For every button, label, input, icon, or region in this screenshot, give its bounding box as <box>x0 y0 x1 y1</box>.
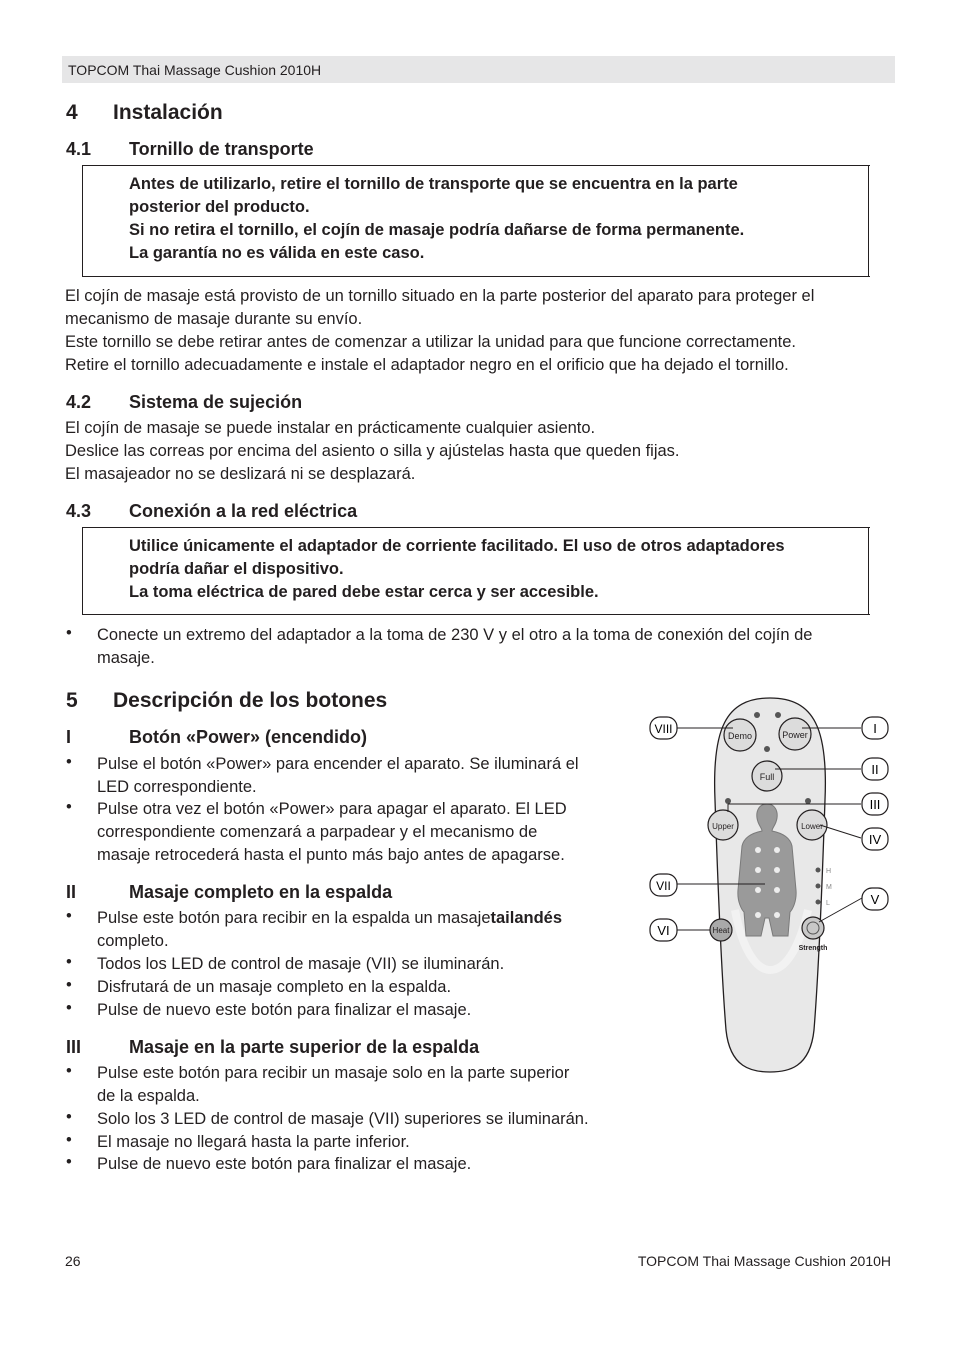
callout-vi <box>650 919 677 941</box>
section-4-title: Instalación <box>113 101 223 124</box>
subsection-ii-title: Masaje completo en la espalda <box>129 882 393 902</box>
bullet-line <box>97 907 562 930</box>
footer-title: TOPCOM Thai Massage Cushion 2010H <box>637 1253 891 1269</box>
power-button-label: Power <box>782 730 808 740</box>
callout-vii-label: VII <box>656 879 671 893</box>
bullet-mark: • <box>66 753 72 771</box>
bullet-text: Solo los 3 LED de control de masaje (VII) superiores se iluminarán. <box>97 1110 589 1128</box>
section-4-2-number: 4.2 <box>66 392 92 412</box>
warning-box-edge <box>868 165 869 277</box>
level-l-label: L <box>826 900 830 907</box>
warning-line: posterior del producto. <box>129 198 310 216</box>
callout-iii <box>862 793 888 815</box>
callout-v <box>862 888 888 910</box>
subsection-i-title: Botón «Power» (encendido) <box>129 727 368 747</box>
subsection-ii-number: II <box>66 882 77 902</box>
bullet-line-part: Pulse este botón para recibir en la espalda un masaje <box>97 909 491 927</box>
callout-iii-label: III <box>869 797 881 812</box>
full-button[interactable] <box>752 761 782 791</box>
bullet-text: Todos los LED de control de masaje (VII) se iluminarán. <box>97 955 505 973</box>
bullet-mark: • <box>66 1108 72 1126</box>
paragraph-line: Deslice las correas por encima del asiento o silla y ajústelas hasta que queden fijas. <box>65 442 680 460</box>
heat-button[interactable] <box>710 919 732 941</box>
section-4-3-title: Conexión a la red eléctrica <box>129 501 358 521</box>
level-m-label: M <box>826 884 832 891</box>
callout-ii <box>862 758 888 780</box>
bullet-mark: • <box>66 798 72 816</box>
footer-page-number: 26 <box>65 1253 81 1269</box>
strength-button-label: Strength <box>798 945 828 952</box>
subsection-iii-number: III <box>66 1037 82 1057</box>
callout-vii <box>650 874 677 896</box>
bullet-line: masaje retrocederá hasta el punto más bajo antes de apagarse. <box>97 846 565 864</box>
warning-line: La toma eléctrica de pared debe estar cerca y ser accesible. <box>129 583 599 601</box>
warning-text-power <box>129 535 785 604</box>
power-button[interactable] <box>779 718 811 750</box>
bullet-line: Pulse este botón para recibir un masaje solo en la parte superior <box>97 1064 570 1082</box>
bullet-text <box>97 798 567 867</box>
upper-button[interactable] <box>708 810 738 840</box>
callout-iv-label: IV <box>868 832 882 847</box>
bullet-line: masaje. <box>97 649 155 667</box>
section-4-3-number: 4.3 <box>66 501 92 521</box>
bullet-mark: • <box>66 953 72 971</box>
remote-control-illustration <box>640 690 900 1080</box>
section-4-2-body <box>65 417 680 486</box>
bullet-line: Pulse otra vez el botón «Power» para apagar el aparato. El LED <box>97 800 567 818</box>
section-5-title: Descripción de los botones <box>113 689 388 712</box>
paragraph-line: El cojín de masaje está provisto de un tornillo situado en la parte posterior del aparato para proteger el <box>65 287 815 305</box>
callout-iv <box>862 828 888 850</box>
warning-box-edge <box>868 527 869 615</box>
warning-line: Antes de utilizarlo, retire el tornillo de transporte que se encuentra en la parte <box>129 175 738 193</box>
bullet-mark: • <box>66 999 72 1017</box>
warning-line: Si no retira el tornillo, el cojín de masaje podría dañarse de forma permanente. <box>129 221 745 239</box>
bullet-mark: • <box>66 1153 72 1171</box>
upper-button-label: Upper <box>712 822 734 831</box>
bullet-line-bold-part: tailandés <box>490 909 563 927</box>
section-4-1-title: Tornillo de transporte <box>129 139 314 159</box>
bullet-text: Pulse de nuevo este botón para finalizar el masaje. <box>97 1001 472 1019</box>
paragraph-line: El masajeador no se deslizará ni se desplazará. <box>65 465 416 483</box>
paragraph-line: Retire el tornillo adecuadamente e instale el adaptador negro en el orificio que ha dejado el tornillo. <box>65 356 789 374</box>
bullet-mark: • <box>66 624 72 642</box>
callout-i-label: I <box>873 721 877 736</box>
lower-button[interactable] <box>797 810 827 840</box>
bullet-text <box>97 1062 569 1108</box>
paragraph-line: El cojín de masaje se puede instalar en prácticamente cualquier asiento. <box>65 419 596 437</box>
warning-line: La garantía no es válida en este caso. <box>129 244 425 262</box>
callout-vi-label: VI <box>657 923 670 938</box>
section-4-1-body <box>65 285 814 377</box>
callout-i <box>862 717 888 739</box>
bullet-text <box>97 753 579 799</box>
section-4-1-number: 4.1 <box>66 139 92 159</box>
bullet-line: completo. <box>97 932 169 950</box>
bullet-text: Disfrutará de un masaje completo en la espalda. <box>97 978 452 996</box>
callout-viii <box>650 717 677 739</box>
callout-ii-label: II <box>871 762 879 777</box>
header-title: TOPCOM Thai Massage Cushion 2010H <box>68 62 322 78</box>
full-button-label: Full <box>759 772 775 782</box>
bullet-text: El masaje no llegará hasta la parte inferior. <box>97 1133 410 1151</box>
callout-viii-label: VIII <box>654 722 673 736</box>
demo-button[interactable] <box>724 719 756 751</box>
bullet-text: Pulse de nuevo este botón para finalizar el masaje. <box>97 1155 472 1173</box>
subsection-iii-title: Masaje en la parte superior de la espalda <box>129 1037 480 1057</box>
led-indicator <box>775 712 781 718</box>
level-h-label: H <box>826 868 832 875</box>
section-4-2-title: Sistema de sujeción <box>129 392 303 412</box>
bullet-line: de la espalda. <box>97 1087 200 1105</box>
bullet-mark: • <box>66 976 72 994</box>
warning-line: Utilice únicamente el adaptador de corriente facilitado. El uso de otros adaptadores <box>129 537 785 555</box>
section-5-number: 5 <box>66 689 78 712</box>
bullet-line: LED correspondiente. <box>97 778 257 796</box>
bullet-line: Pulse el botón «Power» para encender el aparato. Se iluminará el <box>97 755 579 773</box>
bullet-line: correspondiente comenzará a parpadear y el mecanismo de <box>97 823 538 841</box>
section-4-number: 4 <box>66 101 78 124</box>
bullet-text-connect <box>97 624 812 670</box>
led-indicator <box>725 798 731 804</box>
led-indicator <box>754 712 760 718</box>
bullet-mark: • <box>66 907 72 925</box>
demo-button-label: Demo <box>727 731 753 741</box>
bullet-mark: • <box>66 1062 72 1080</box>
warning-line: podría dañar el dispositivo. <box>129 560 344 578</box>
led-indicator <box>764 746 770 752</box>
lower-button-label: Lower <box>801 822 823 831</box>
bullet-mark: • <box>66 1131 72 1149</box>
bullet-line: Conecte un extremo del adaptador a la toma de 230 V y el otro a la toma de conexión del cojín de <box>97 626 813 644</box>
callout-v-label: V <box>870 892 880 907</box>
led-indicator <box>805 798 811 804</box>
paragraph-line: Este tornillo se debe retirar antes de comenzar a utilizar la unidad para que funcione correctamente. <box>65 333 796 351</box>
subsection-i-number: I <box>66 727 72 747</box>
bullet-text <box>97 907 562 953</box>
heat-button-label: Heat <box>712 926 730 935</box>
warning-text-transport-screw <box>129 173 744 265</box>
paragraph-line: mecanismo de masaje durante su envío. <box>65 310 363 328</box>
